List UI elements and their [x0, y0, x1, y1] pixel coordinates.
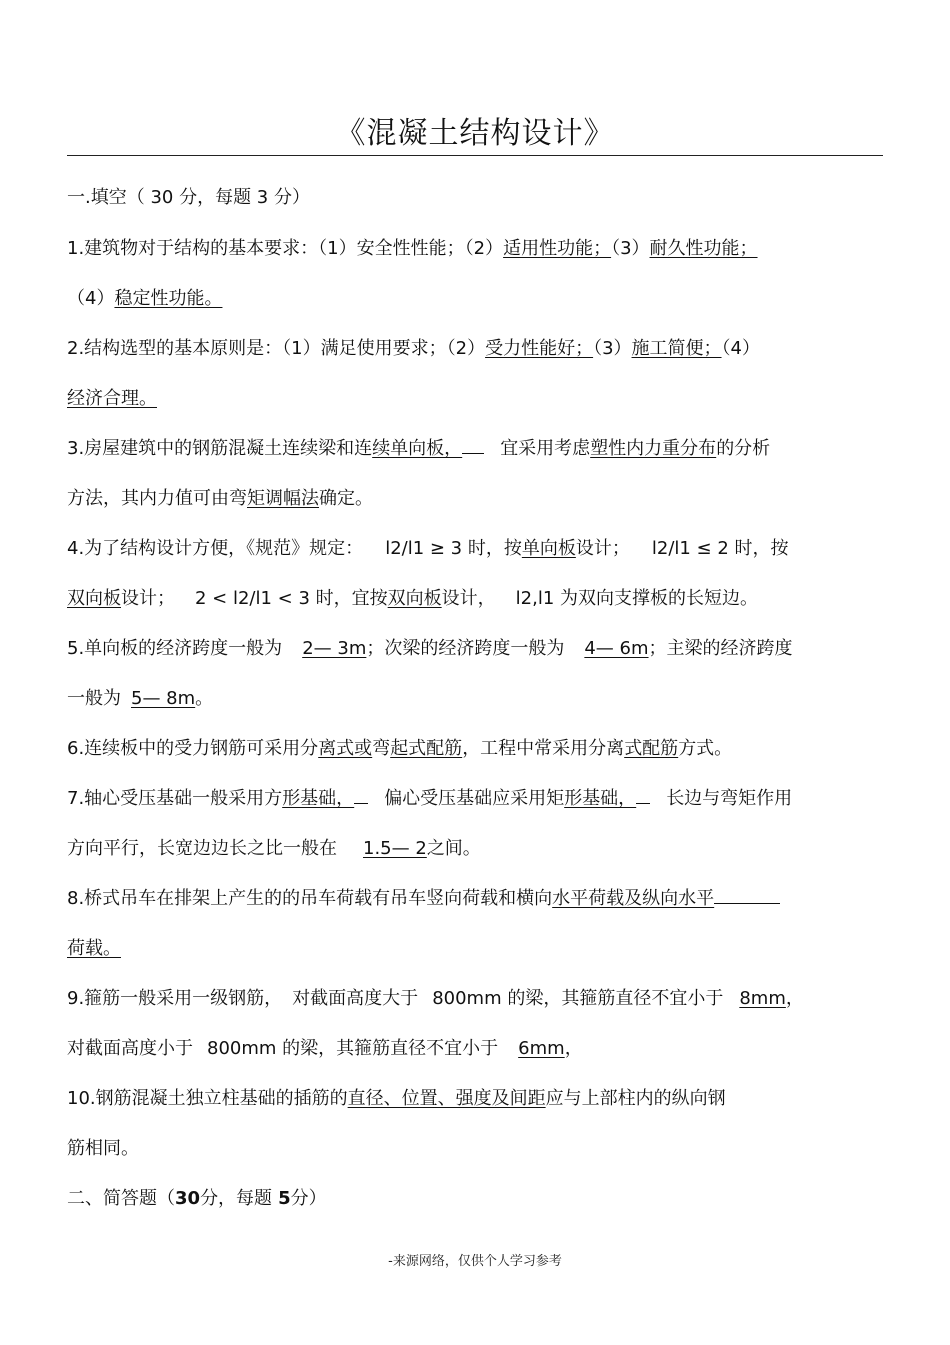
title-rule	[67, 155, 883, 156]
question-10-line-1	[67, 1087, 883, 1111]
q5-answer-2: 4— 6m	[584, 638, 649, 659]
q6-answer-1: 离式或	[318, 738, 373, 759]
q4-text: 设计；	[575, 538, 630, 559]
answer-blank	[354, 802, 368, 804]
question-7-line-2	[67, 837, 883, 861]
q2-answer-1: 受力性能好；	[485, 338, 594, 359]
page-footer: -来源网络，仅供个人学习参考	[388, 1254, 562, 1269]
q6-text: 弯	[372, 738, 391, 759]
q9-text: ，	[564, 1038, 583, 1059]
q7-text: 7.轴心受压基础一般采用方	[67, 788, 283, 809]
question-2-line-1	[67, 337, 883, 361]
q4-answer-1: 单向板	[521, 538, 576, 559]
q8-text: 8.桥式吊车在排架上产生的的吊车荷载有吊车竖向荷载和横向	[67, 888, 553, 909]
question-3-line-1	[67, 437, 883, 461]
q5-text: 5.单向板的经济跨度一般为	[67, 638, 283, 659]
question-4-line-1	[67, 537, 883, 561]
q1-answer-3: 稳定性功能。	[114, 288, 223, 309]
section2-score: 30	[175, 1188, 201, 1209]
q6-answer-3: 式配筋	[624, 738, 679, 759]
q1-text: （4）	[67, 288, 115, 309]
q5-text: ；次梁的经济跨度一般为	[366, 638, 565, 659]
q9-answer-1: 8mm	[739, 988, 786, 1009]
q6-answer-2: 起式配筋	[390, 738, 463, 759]
q9-text: 9.箍筋一般采用一级钢筋，	[67, 988, 283, 1009]
q8-answer-1: 水平荷载及纵向水平	[552, 888, 715, 909]
q9-text: 对截面高度小于	[67, 1038, 193, 1059]
question-8-line-1	[67, 887, 883, 911]
q5-text: ；主梁的经济跨度	[648, 638, 793, 659]
q3-text: 宜采用考虑	[500, 438, 591, 459]
q2-answer-3: 经济合理。	[67, 388, 157, 409]
q6-text: ，工程中常采用分离	[462, 738, 625, 759]
section2-heading	[67, 1187, 883, 1211]
q4-text: 设计，	[441, 588, 496, 609]
q7-answer-2: 形基础，	[564, 788, 637, 809]
question-9-line-1	[67, 987, 883, 1011]
question-2-line-2	[67, 387, 883, 411]
q5-text: 一般为	[67, 688, 121, 709]
q5-answer-3: 5— 8m	[131, 688, 196, 709]
section1-heading: 一.填空（ 30 分，每题 3 分）	[67, 187, 310, 208]
q4-text: l2/l1 ≤ 2 时，按	[651, 538, 789, 559]
q10-text: 筋相同。	[67, 1138, 139, 1159]
q10-answer-1: 直径、位置、强度及间距	[347, 1088, 546, 1109]
q4-text: 2 < l2/l1 < 3 时，宜按	[195, 588, 388, 609]
q9-text: 800mm 的梁，其箍筋直径不宜小于	[207, 1038, 499, 1059]
q2-text: 2.结构选型的基本原则是：（1）满足使用要求；（2）	[67, 338, 486, 359]
section2-text: 分）	[290, 1188, 327, 1209]
q7-answer-1: 形基础，	[282, 788, 355, 809]
q9-answer-2: 6mm	[518, 1038, 565, 1059]
question-10-line-2	[67, 1137, 883, 1161]
section2-text: 分，每题	[200, 1188, 273, 1209]
q7-text: 之间。	[426, 838, 481, 859]
q2-text: （4）	[721, 338, 760, 359]
q10-text: 10.钢筋混凝土独立柱基础的插筋的	[67, 1088, 348, 1109]
question-3-line-2	[67, 487, 883, 511]
section2-per-question: 5	[278, 1188, 291, 1209]
document-title: 《混凝土结构设计》	[335, 116, 615, 151]
q1-answer-1: 适用性功能；	[503, 238, 612, 259]
q3-text: 确定。	[319, 488, 373, 509]
q3-answer-2: 塑性内力重分布	[590, 438, 717, 459]
q3-answer-3: 矩调幅法	[247, 488, 319, 509]
q5-answer-1: 2— 3m	[302, 638, 367, 659]
q6-text: 方式。	[678, 738, 733, 759]
question-5-line-2	[67, 687, 883, 711]
q7-text: 偏心受压基础应采用矩	[384, 788, 565, 809]
q7-text: 方向平行，长宽边边长之比一般在	[67, 838, 337, 859]
q1-answer-2: 耐久性功能；	[649, 238, 758, 259]
q2-answer-2: 施工简便；	[631, 338, 722, 359]
q2-text: （3）	[593, 338, 632, 359]
q9-text: 对截面高度大于	[292, 988, 419, 1009]
question-7-line-1	[67, 787, 883, 811]
q1-text: 1.建筑物对于结构的基本要求：（1）安全性性能；（2）	[67, 238, 504, 259]
q3-text: 的分析	[716, 438, 771, 459]
answer-blank	[714, 902, 780, 904]
section2-text: 二、简答题（	[67, 1188, 175, 1209]
q7-answer-3: 1.5— 2	[363, 838, 427, 859]
q3-answer-1: 续单向板，	[372, 438, 463, 459]
answer-blank	[636, 802, 650, 804]
q4-answer-3: 双向板	[387, 588, 442, 609]
question-1-line-2	[67, 287, 883, 311]
q1-text: （3）	[611, 238, 650, 259]
q8-answer-2: 荷载。	[67, 938, 121, 959]
q3-text: 3.房屋建筑中的钢筋混凝土连续梁和连	[67, 438, 373, 459]
q9-text: ，	[785, 988, 804, 1009]
q10-text: 应与上部柱内的纵向钢	[545, 1088, 726, 1109]
q6-text: 6.连续板中的受力钢筋可采用分	[67, 738, 319, 759]
q5-text: 。	[195, 688, 214, 709]
answer-blank	[462, 452, 484, 454]
q4-answer-2: 双向板	[67, 588, 121, 609]
question-8-line-2	[67, 937, 883, 961]
q4-text: 4.为了结构设计方便，《规范》规定：	[67, 538, 364, 559]
question-5-line-1	[67, 637, 883, 661]
q4-text: l2/l1 ≥ 3 时，按	[385, 538, 522, 559]
q3-text: 方法，其内力值可由弯	[67, 488, 247, 509]
q7-text: 长边与弯矩作用	[666, 788, 793, 809]
question-1-line-1	[67, 237, 883, 261]
q9-text: 800mm 的梁，其箍筋直径不宜小于	[432, 988, 724, 1009]
q4-text: l2,l1 为双向支撑板的长短边。	[515, 588, 759, 609]
question-9-line-2	[67, 1037, 883, 1061]
q4-text: 设计；	[121, 588, 175, 609]
question-4-line-2	[67, 587, 883, 611]
question-6-line-1	[67, 737, 883, 761]
